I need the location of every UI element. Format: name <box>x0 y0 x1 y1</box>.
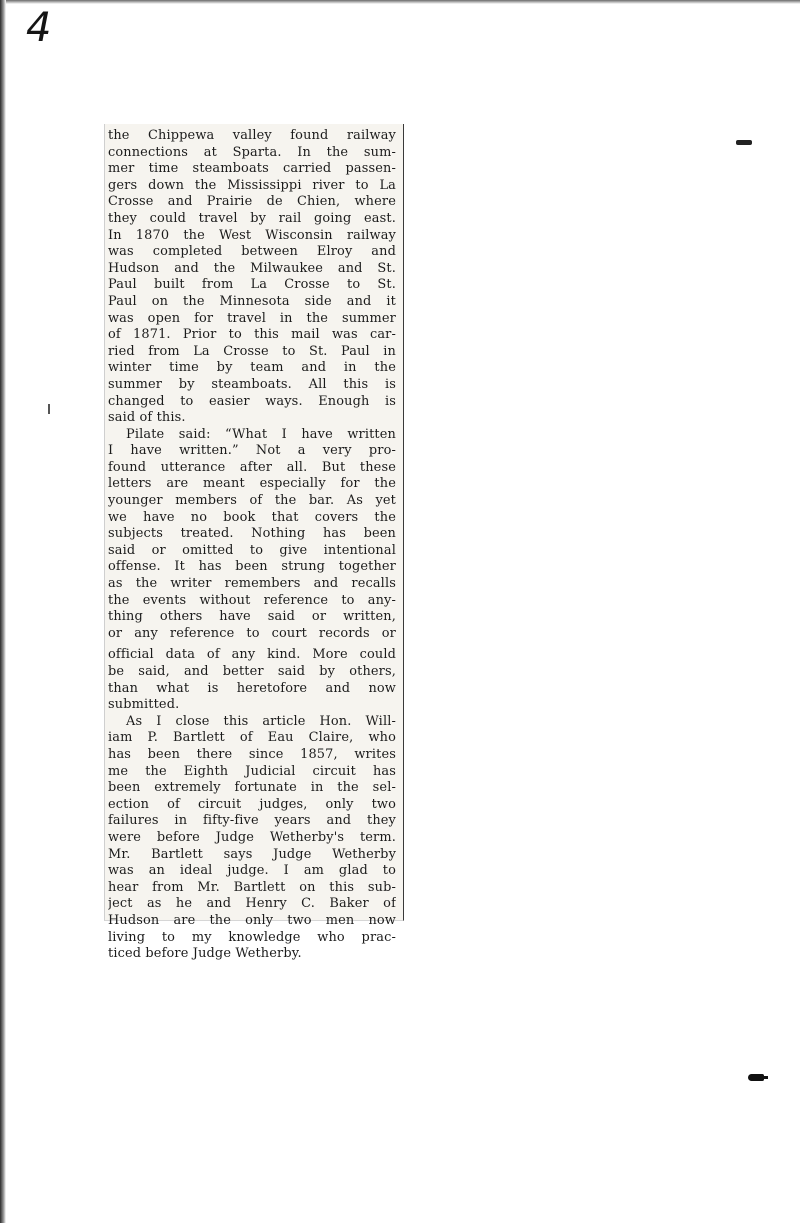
article-line: changed to easier ways. Enough is <box>108 393 396 409</box>
article-line: or any reference to court records or <box>108 625 396 641</box>
article-line: Paul on the Minnesota side and it <box>108 293 396 309</box>
article-line: thing others have said or written, <box>108 609 396 625</box>
article-line: summer by steamboats. All this is <box>108 376 396 392</box>
article-line: was an ideal judge. I am glad to <box>108 863 396 879</box>
article-line: Paul built from La Crosse to St. <box>108 277 396 293</box>
article-line: was completed between Elroy and <box>108 244 396 260</box>
article-line: connections at Sparta. In the sum- <box>108 144 396 160</box>
article-line: submitted. <box>108 697 180 713</box>
article-line: ject as he and Henry C. Baker of <box>108 896 396 912</box>
article-line: than what is heretofore and now <box>108 680 396 696</box>
article-line: of 1871. Prior to this mail was car- <box>108 327 396 343</box>
article-line: said or omitted to give intentional <box>108 542 396 558</box>
margin-mark <box>748 1074 764 1081</box>
article-line: said of this. <box>108 410 186 426</box>
article-line: be said, and better said by others, <box>108 664 396 679</box>
article-line: living to my knowledge who prac- <box>108 929 396 945</box>
article-line: were before Judge Wetherby's term. <box>108 829 396 845</box>
article-line: mer time steamboats carried passen- <box>108 161 396 177</box>
article-line: they could travel by rail going east. <box>108 210 396 226</box>
article-line: In 1870 the West Wisconsin railway <box>108 227 396 243</box>
article-line: we have no book that covers the <box>108 509 396 525</box>
article-line: winter time by team and in the <box>108 360 396 376</box>
margin-mark <box>48 404 50 414</box>
article-line: official data of any kind. More could <box>108 647 396 663</box>
article-line: letters are meant especially for the <box>108 476 396 492</box>
article-line: failures in fifty-five years and they <box>108 813 396 829</box>
article-line: been extremely fortunate in the sel- <box>108 780 396 796</box>
page-edge <box>0 0 6 1223</box>
article-line: as the writer remembers and recalls <box>108 576 396 592</box>
page-edge <box>0 0 800 4</box>
article-line: gers down the Mississippi river to La <box>108 177 396 193</box>
article-line: me the Eighth Judicial circuit has <box>108 763 396 779</box>
article-line: Crosse and Prairie de Chien, where <box>108 194 396 210</box>
margin-mark <box>736 140 752 145</box>
article-line: Hudson are the only two men now <box>108 912 396 928</box>
article-line: subjects treated. Nothing has been <box>108 526 396 542</box>
article-line: hear from Mr. Bartlett on this sub- <box>108 879 396 895</box>
article-line: ried from La Crosse to St. Paul in <box>108 343 396 359</box>
article-line: offense. It has been strung together <box>108 559 396 575</box>
article-line: was open for travel in the summer <box>108 310 396 326</box>
article-line: ection of circuit judges, only two <box>108 796 396 812</box>
page-number: 4 <box>26 5 52 51</box>
article-column <box>108 128 396 963</box>
article-line: found utterance after all. But these <box>108 459 396 475</box>
article-line: Pilate said: “What I have written <box>126 426 396 442</box>
article-line: Hudson and the Milwaukee and St. <box>108 260 396 276</box>
article-line: As I close this article Hon. Will- <box>126 713 396 729</box>
article-line: iam P. Bartlett of Eau Claire, who <box>108 730 396 746</box>
article-line: has been there since 1857, writes <box>108 746 396 762</box>
article-line: I have written.” Not a very pro- <box>108 443 396 459</box>
article-line: the events without reference to any- <box>108 592 396 608</box>
article-line: the Chippewa valley found railway <box>108 128 396 143</box>
article-line: younger members of the bar. As yet <box>108 493 396 509</box>
article-line: Mr. Bartlett says Judge Wetherby <box>108 846 396 862</box>
article-line: ticed before Judge Wetherby. <box>108 946 302 962</box>
